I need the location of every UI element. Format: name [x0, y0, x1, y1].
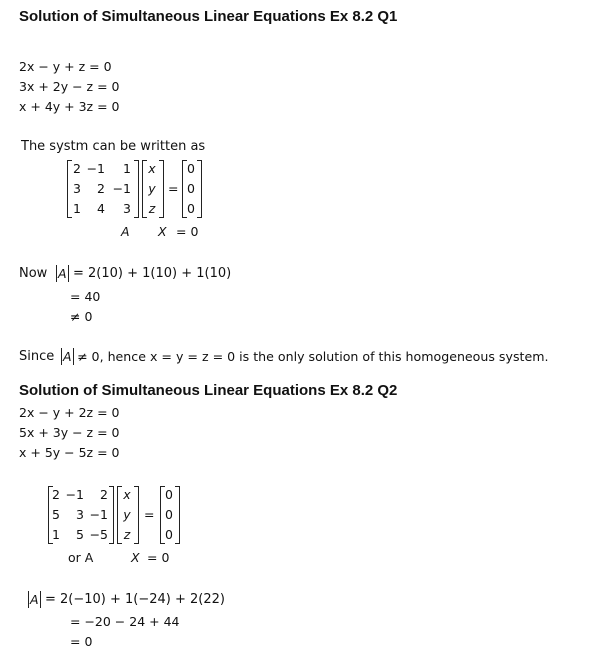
q1-label-eq0: = 0: [176, 224, 199, 239]
vector-cell: 0: [187, 181, 195, 196]
matrix-cell: −1: [65, 487, 84, 502]
matrix-cell: 2: [97, 181, 105, 196]
q2-heading: Solution of Simultaneous Linear Equations Ex 8.2 Q2: [19, 382, 398, 399]
q1-equation-1: 2x − y + z = 0: [19, 59, 112, 74]
q2-det-line-3: = 0: [70, 634, 93, 649]
vector-cell: y: [123, 507, 131, 522]
matrix-cell: −1: [89, 507, 108, 522]
q2-det-a: A: [30, 592, 39, 607]
vector-cell: z: [123, 527, 131, 542]
q1-label-x: X: [158, 224, 167, 239]
matrix-cell: 2: [73, 161, 81, 176]
matrix-cell: 4: [97, 201, 105, 216]
det-bar: [73, 348, 74, 365]
q1-det-line-2: = 40: [70, 289, 101, 304]
det-bar: [61, 348, 62, 365]
q2-det-line-2: = −20 − 24 + 44: [70, 614, 180, 629]
det-bar: [40, 591, 41, 608]
right-bracket: [197, 160, 202, 218]
right-bracket: [134, 160, 139, 218]
q2-det-line-1: = 2(−10) + 1(−24) + 2(22): [45, 592, 225, 607]
det-bar: [28, 591, 29, 608]
q2-label-eq0: = 0: [147, 550, 170, 565]
q1-since-rest: ≠ 0, hence x = y = z = 0 is the only solution of this homogeneous system.: [77, 349, 549, 364]
det-bar: [56, 265, 57, 282]
matrix-cell: 1: [73, 201, 81, 216]
right-bracket: [175, 486, 180, 544]
vector-cell: 0: [187, 201, 195, 216]
q1-det-a: A: [58, 266, 67, 281]
q1-since-label: Since: [19, 349, 55, 364]
vector-cell: 0: [187, 161, 195, 176]
right-bracket: [109, 486, 114, 544]
q1-intro-text: The systm can be written as: [21, 139, 206, 154]
vector-cell: x: [123, 487, 131, 502]
right-bracket: [134, 486, 139, 544]
q1-det-prefix: Now: [19, 266, 48, 281]
q2-label-x: X: [131, 550, 140, 565]
q2-matrix-a: [48, 486, 114, 544]
matrix-cell: 3: [123, 201, 131, 216]
q2-equation-3: x + 5y − 5z = 0: [19, 445, 120, 460]
q1-equals-sign: =: [168, 181, 179, 196]
matrix-cell: 1: [52, 527, 60, 542]
q2-vector-zero: [160, 486, 180, 544]
q1-label-a: A: [121, 224, 130, 239]
vector-cell: z: [148, 201, 156, 216]
vector-cell: 0: [165, 527, 173, 542]
matrix-cell: 2: [52, 487, 60, 502]
matrix-cell: 5: [52, 507, 60, 522]
matrix-cell: 3: [76, 507, 84, 522]
vector-cell: y: [148, 181, 156, 196]
matrix-cell: 3: [73, 181, 81, 196]
matrix-cell: −1: [86, 161, 105, 176]
q1-vector-zero: [182, 160, 202, 218]
right-bracket: [159, 160, 164, 218]
matrix-cell: −5: [89, 527, 108, 542]
matrix-cell: 1: [123, 161, 131, 176]
vector-cell: 0: [165, 507, 173, 522]
vector-cell: 0: [165, 487, 173, 502]
q2-equals-sign: =: [144, 507, 155, 522]
q1-det-line-3: ≠ 0: [70, 309, 93, 324]
q1-vector-x: [142, 160, 164, 218]
q1-since-a: A: [63, 349, 72, 364]
det-bar: [68, 265, 69, 282]
q2-equation-2: 5x + 3y − z = 0: [19, 425, 120, 440]
q2-vector-x: [117, 486, 139, 544]
q1-equation-2: 3x + 2y − z = 0: [19, 79, 120, 94]
q2-equation-1: 2x − y + 2z = 0: [19, 405, 120, 420]
q2-label-or-a: or A: [68, 550, 94, 565]
vector-cell: x: [148, 161, 156, 176]
q1-equation-3: x + 4y + 3z = 0: [19, 99, 120, 114]
q1-heading: Solution of Simultaneous Linear Equations Ex 8.2 Q1: [19, 8, 398, 25]
q1-matrix-a: [67, 160, 139, 218]
q1-det-line-1: = 2(10) + 1(10) + 1(10): [73, 266, 232, 281]
matrix-cell: −1: [112, 181, 131, 196]
matrix-cell: 2: [100, 487, 108, 502]
matrix-cell: 5: [76, 527, 84, 542]
